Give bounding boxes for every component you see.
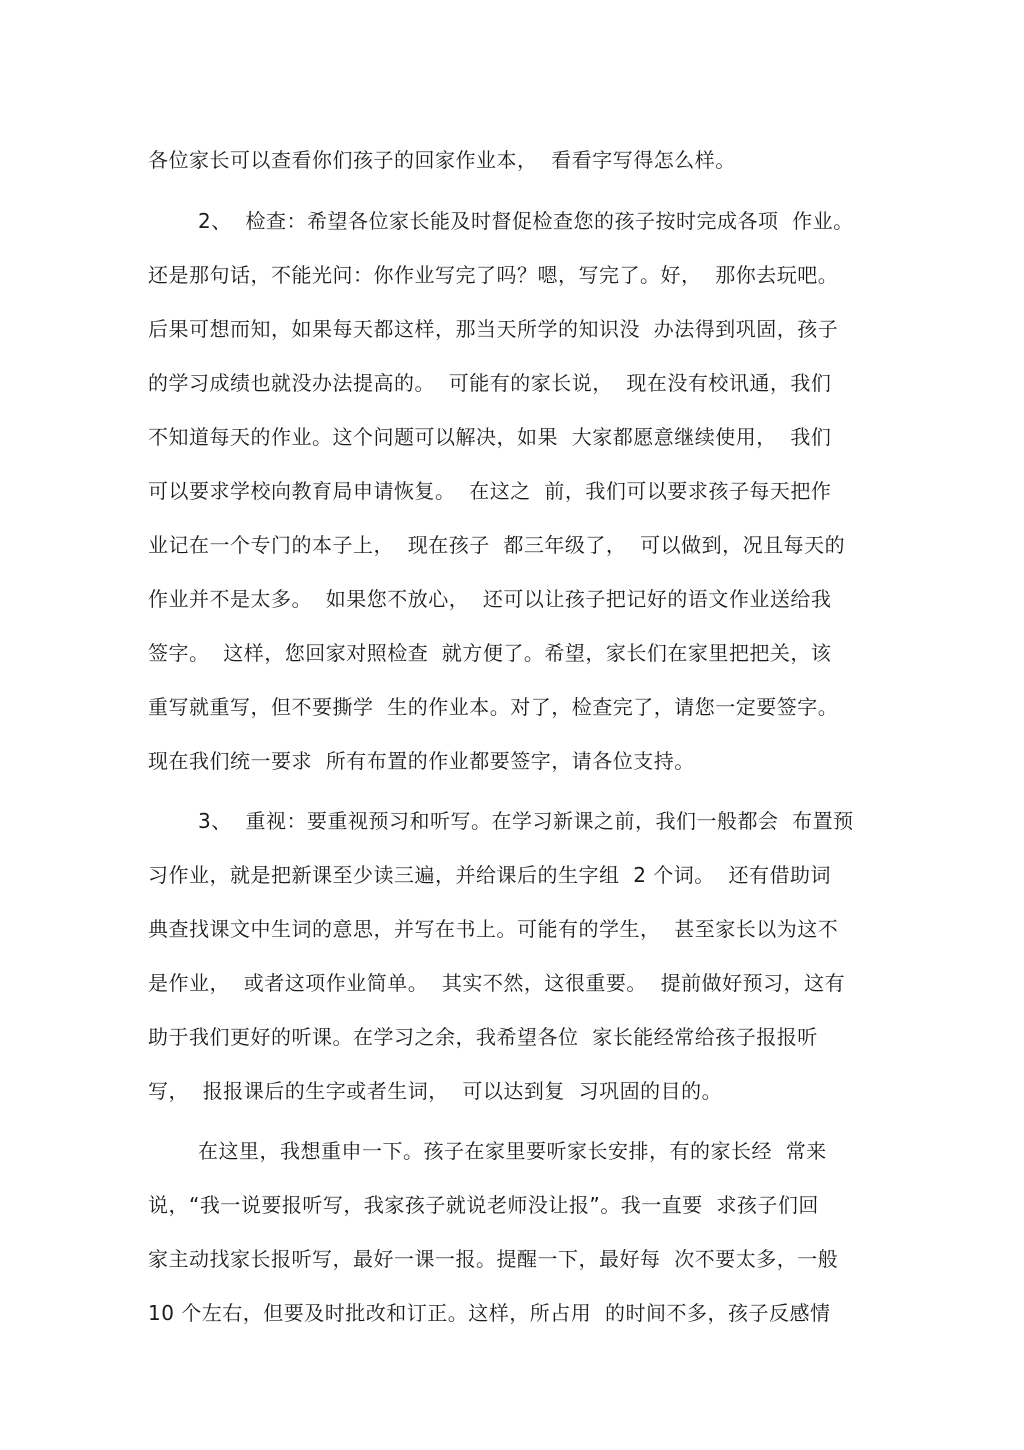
text-line: 现在我们统一要求 所有布置的作业都要签字，请各位支持。 bbox=[148, 749, 695, 773]
text-line: 还是那句话，不能光问：你作业写完了吗？嗯，写完了。好， 那你去玩吧。 bbox=[148, 263, 839, 287]
text-line: 作业并不是太多。 如果您不放心， 还可以让孩子把记好的语文作业送给我 bbox=[148, 587, 832, 611]
text-line: 是作业， 或者这项作业简单。 其实不然，这很重要。 提前做好预习，这有 bbox=[148, 971, 846, 995]
text-line: 10 个左右，但要及时批改和订正。这样，所占用 的时间不多，孩子反感情 bbox=[148, 1301, 831, 1325]
text-line: 习作业，就是把新课至少读三遍，并给课后的生字组 2 个词。 还有借助词 bbox=[148, 863, 832, 887]
text-line: 典查找课文中生词的意思，并写在书上。可能有的学生， 甚至家长以为这不 bbox=[148, 917, 839, 941]
text-line: 3、 重视：要重视预习和听写。在学习新课之前，我们一般都会 布置预 bbox=[198, 809, 854, 833]
text-line: 家主动找家长报听写，最好一课一报。提醒一下，最好每 次不要太多，一般 bbox=[148, 1247, 839, 1271]
text-line: 在这里，我想重申一下。孩子在家里要听家长安排，有的家长经 常来 bbox=[198, 1139, 827, 1163]
text-line: 后果可想而知，如果每天都这样，那当天所学的知识没 办法得到巩固，孩子 bbox=[148, 317, 839, 341]
text-line: 各位家长可以查看你们孩子的回家作业本， 看看字写得怎么样。 bbox=[148, 148, 736, 172]
text-line: 助于我们更好的听课。在学习之余，我希望各位 家长能经常给孩子报报听 bbox=[148, 1025, 818, 1049]
text-line: 说，“我一说要报听写，我家孩子就说老师没让报”。我一直要 求孩子们回 bbox=[148, 1193, 819, 1217]
text-line: 不知道每天的作业。这个问题可以解决，如果 大家都愿意继续使用， 我们 bbox=[148, 425, 832, 449]
text-line: 的学习成绩也就没办法提高的。 可能有的家长说， 现在没有校讯通，我们 bbox=[148, 371, 832, 395]
text-line: 重写就重写，但不要撕学 生的作业本。对了，检查完了，请您一定要签字。 bbox=[148, 695, 839, 719]
text-line: 签字。 这样，您回家对照检查 就方便了。希望，家长们在家里把把关，该 bbox=[148, 641, 832, 665]
text-line: 2、 检查：希望各位家长能及时督促检查您的孩子按时完成各项 作业。 bbox=[198, 209, 854, 233]
text-line: 可以要求学校向教育局申请恢复。 在这之 前，我们可以要求孩子每天把作 bbox=[148, 479, 832, 503]
text-line: 写， 报报课后的生字或者生词， 可以达到复 习巩固的目的。 bbox=[148, 1079, 723, 1103]
text-line: 业记在一个专门的本子上， 现在孩子 都三年级了， 可以做到，况且每天的 bbox=[148, 533, 846, 557]
